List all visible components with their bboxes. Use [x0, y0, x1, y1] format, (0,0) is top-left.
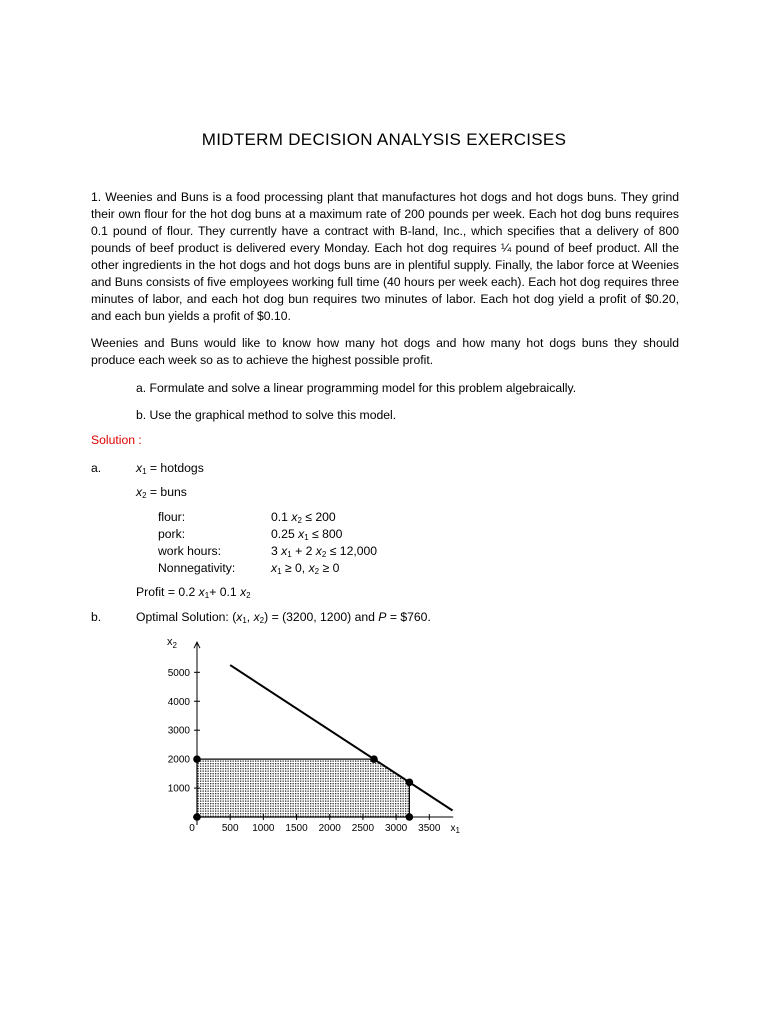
x-tick-label: 1000 — [252, 823, 275, 834]
question-a: a. Formulate and solve a linear programming model for this problem algebraically. — [136, 381, 577, 395]
work-hours-label: work hours: — [158, 544, 221, 558]
x1-definition: $x_1$ = hotdogs — [136, 461, 204, 476]
problem-paragraph-1: 1. Weenies and Buns is a food processing plant that manufactures hot dogs and hot dogs buns. They grind their own flour for the hot dog buns at a maximum rate of 200 pounds per week. Each hot dog buns requires 0.1 pound of flour. They currently have a contract with B-land, Inc., which specifies that a delivery of 800 pounds of beef product is delivered every Monday. Each hot dog requires ¼ pound of beef product. All the other ingredients in the hot dogs and hot dogs buns are in plentiful supply. Finally, the labor force at Weenies and Buns consists of five employees working full time (40 hours per week each). Each hot dog requires three minutes of labor, and each hot dog bun requires two minutes of labor. Each hot dog yield a profit of $0.20, and each bun yields a profit of $0.10. — [91, 190, 679, 323]
y-tick-label: 4000 — [167, 696, 190, 708]
pork-constraint: 0.25 $x_1 \le 800$ — [271, 527, 343, 542]
x2-definition: $x_2$ = buns — [136, 485, 187, 500]
vertex-point — [193, 813, 201, 821]
nonnegativity-constraint: $x_1 \ge 0$, $x_2 \ge 0$ — [271, 561, 340, 576]
y-tick-label: 3000 — [167, 725, 190, 737]
nonnegativity-label: Nonnegativity: — [158, 561, 236, 575]
vertex-point — [406, 778, 414, 786]
y-tick-label: 2000 — [167, 754, 190, 766]
flour-label: flour: — [158, 510, 186, 524]
flour-constraint: 0.1 $x_2 \le 200$ — [271, 510, 336, 525]
question-b: b. Use the graphical method to solve this model. — [136, 408, 397, 422]
feasible-region-chart — [150, 628, 460, 850]
vertex-point — [370, 755, 378, 763]
x-tick-label: 1500 — [285, 823, 308, 834]
y-tick-label: 5000 — [167, 667, 190, 679]
optimal-solution: Optimal Solution: ($x_1$, $x_2) = (3200$, 1200) and P = $760. — [136, 610, 431, 625]
x-axis-label: $x_1$ — [450, 823, 460, 835]
x-tick-label: 2500 — [351, 823, 375, 834]
y-axis-label: $x_2$ — [167, 636, 177, 651]
work-hours-constraint: 3 $x_1 + 2$ $x_2 \le 12,000$ — [271, 544, 378, 559]
x-tick-label: 3500 — [418, 823, 441, 834]
x-tick-label: 500 — [221, 823, 239, 834]
y-tick-label: 1000 — [167, 783, 190, 795]
x-tick-label: 2000 — [318, 823, 341, 834]
vertex-point — [406, 813, 414, 821]
x-tick-label: 3000 — [384, 823, 408, 834]
pork-label: pork: — [158, 527, 186, 541]
x-tick-label: 0 — [189, 823, 195, 834]
problem-paragraph-2: Weenies and Buns would like to know how many hot dogs and how many hot dogs buns they should produce each week so as to achieve the highest possible profit. — [91, 336, 679, 367]
label-b: b. — [91, 610, 102, 624]
solution-heading: Solution : — [91, 433, 142, 447]
vertex-point — [193, 755, 201, 763]
feasible-region — [197, 759, 409, 817]
page-title: MIDTERM DECISION ANALYSIS EXERCISES — [201, 130, 567, 149]
profit-function: Profit = 0.2 $x_1+ 0.1$ $x_2$ — [136, 585, 251, 600]
label-a: a. — [91, 461, 102, 475]
